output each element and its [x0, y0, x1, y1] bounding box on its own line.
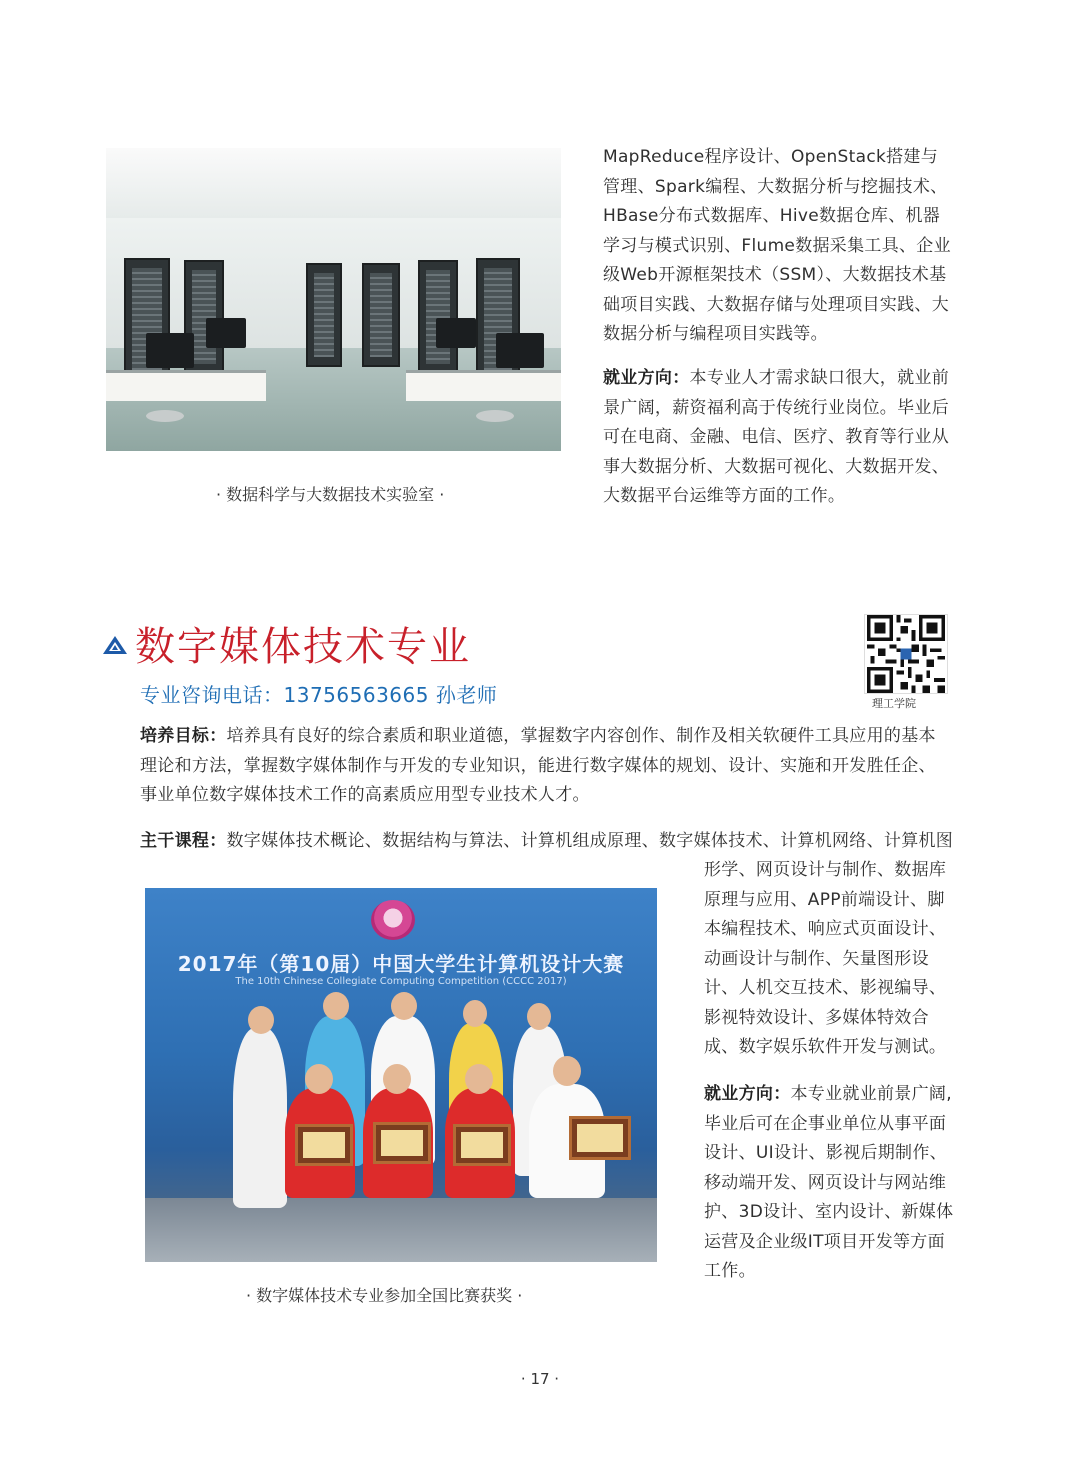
- person-head: [323, 992, 349, 1020]
- stage-floor: [145, 1198, 657, 1262]
- award-photo-caption: · 数字媒体技术专业参加全国比赛获奖 ·: [246, 1286, 523, 1305]
- main-courses-text-rest: 形学、网页设计与制作、数据库原理与应用、APP前端设计、脚本编程技术、响应式页面设计、动画设计与制作、矢量图形设计、人机交互技术、影视编导、影视特效设计、多媒体特效合成、数字娱乐软件开发与测试。: [704, 860, 947, 1057]
- person-head: [465, 1064, 493, 1094]
- stool: [146, 410, 184, 422]
- career-paragraph: [603, 364, 953, 512]
- qr-code[interactable]: [864, 614, 948, 694]
- desk: [106, 370, 266, 401]
- courses-text: MapReduce程序设计、OpenStack搭建与管理、Spark编程、大数据分析与挖掘技术、HBase分布式数据库、Hive数据仓库、机器学习与模式识别、Flume数据采集工具、企业级Web开源框架技术（SSM）、大数据技术基础项目实践、大数据存储与处理项目实践、大数据分析与编程项目实践等。: [603, 147, 951, 344]
- section-title: 数字媒体技术专业: [135, 624, 471, 670]
- triangle-logo-icon: [103, 636, 127, 654]
- consult-phone: 专业咨询电话：13756563665 孙老师: [140, 683, 498, 707]
- monitor: [436, 318, 476, 348]
- objective-paragraph: [140, 722, 952, 811]
- career-label: 就业方向：: [603, 368, 690, 388]
- person-head: [391, 992, 417, 1020]
- person-head: [553, 1056, 581, 1086]
- career-text: 本专业人才需求缺口很大，就业前景广阔，薪资福利高于传统行业岗位。毕业后可在电商、金融、电信、医疗、教育等行业从事大数据分析、大数据可视化、大数据开发、大数据平台运维等方面的工作。: [603, 368, 949, 506]
- page-number: · 17 ·: [520, 1370, 560, 1388]
- main-courses-label: 主干课程：: [140, 831, 227, 851]
- desk: [406, 370, 561, 401]
- monitor: [206, 318, 246, 348]
- main-courses-text-first: 数字媒体技术概论、数据结构与算法、计算机组成原理、数字媒体技术、计算机网络、计算机图: [226, 831, 954, 851]
- qr-label: 理工学院: [872, 697, 916, 710]
- person-head: [527, 1003, 551, 1030]
- server-rack: [362, 263, 400, 367]
- career-text-2: 本专业就业前景广阔,毕业后可在企事业单位从事平面设计、UI设计、影视后期制作、移动端开发、网页设计与网站维护、3D设计、室内设计、新媒体运营及企业级IT项目开发等方面工作。: [704, 1084, 954, 1281]
- person-head: [248, 1006, 274, 1034]
- competition-logo: [371, 900, 415, 940]
- career-label-2: 就业方向：: [704, 1084, 791, 1104]
- courses-paragraph: [603, 143, 953, 350]
- objective-label: 培养目标：: [140, 726, 227, 746]
- lab-ceiling: [106, 148, 561, 218]
- courses-first-line: [140, 827, 952, 857]
- server-rack: [306, 263, 342, 367]
- award-banner: 2017年（第10届）中国大学生计算机设计大赛: [177, 952, 625, 976]
- award-plaque: [295, 1124, 353, 1166]
- career-paragraph-2: [704, 1080, 954, 1287]
- award-photo: [145, 888, 657, 1262]
- person-head: [305, 1064, 333, 1094]
- person-head: [463, 1000, 487, 1027]
- server-rack: [418, 260, 458, 374]
- lab-photo: [106, 148, 561, 451]
- lab-photo-caption: · 数据科学与大数据技术实验室 ·: [216, 485, 445, 504]
- award-plaque: [373, 1122, 431, 1164]
- award-plaque: [569, 1116, 631, 1160]
- award-plaque: [453, 1124, 511, 1166]
- person-head: [383, 1064, 411, 1094]
- person: [233, 1028, 287, 1208]
- courses-rest: [704, 856, 954, 1063]
- stool: [476, 410, 514, 422]
- objective-text: 培养具有良好的综合素质和职业道德，掌握数字内容创作、制作及相关软硬件工具应用的基本理论和方法，掌握数字媒体制作与开发的专业知识，能进行数字媒体的规划、设计、实施和开发胜任企、事业单位数字媒体技术工作的高素质应用型专业技术人才。: [140, 726, 936, 805]
- award-banner-sub: The 10th Chinese Collegiate Computing Competition (CCCC 2017): [235, 976, 567, 987]
- monitor: [496, 333, 544, 368]
- monitor: [146, 333, 194, 368]
